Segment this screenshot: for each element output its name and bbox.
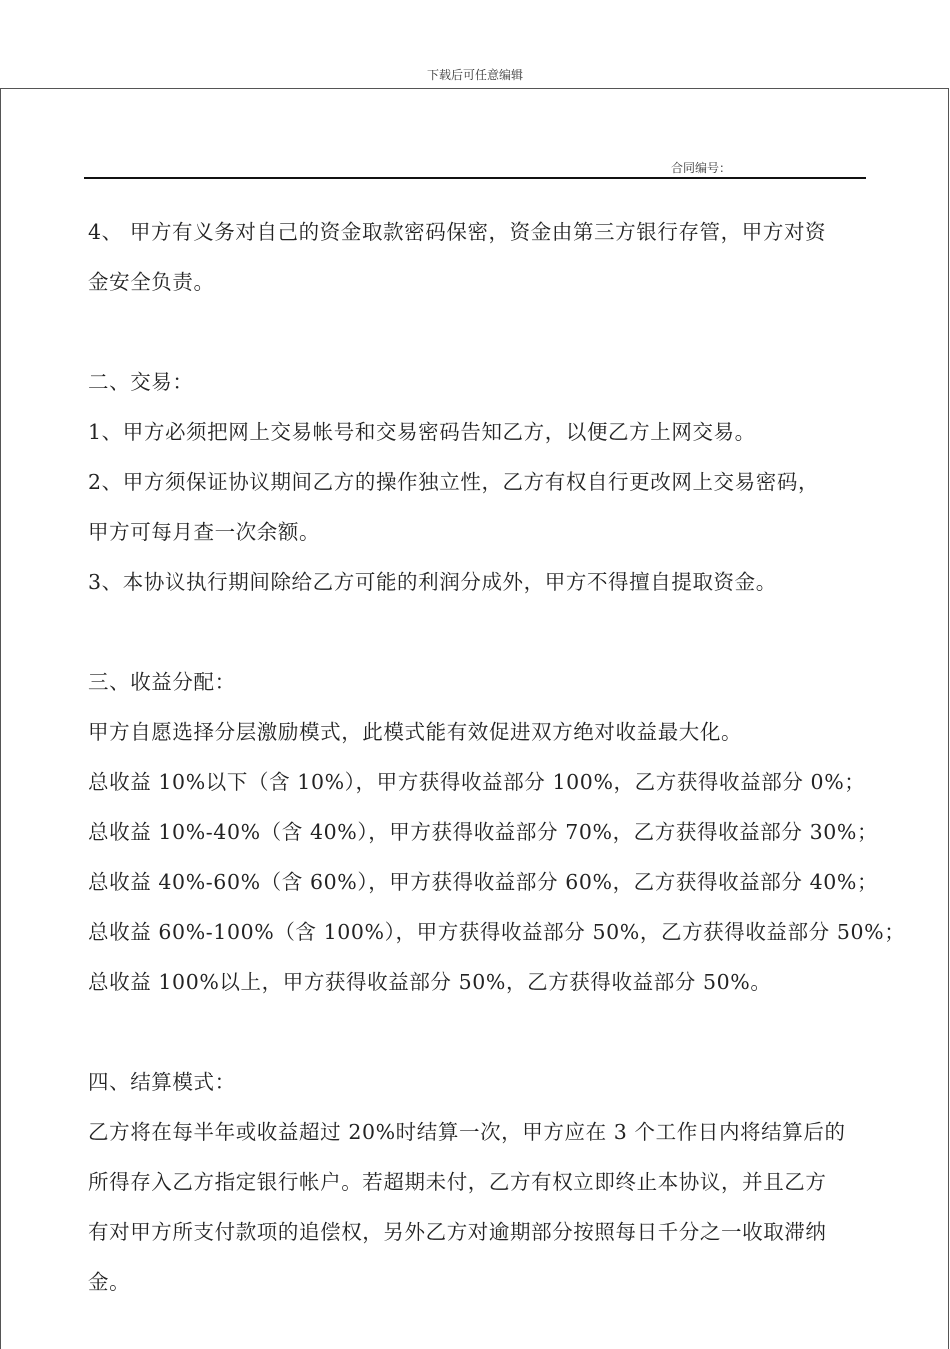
profit-tier-line: 总收益 100%以上，甲方获得收益部分 50%，乙方获得收益部分 50%。 — [88, 970, 772, 994]
header-rule — [84, 177, 866, 179]
profit-tier-line: 总收益 10%-40%（含 40%），甲方获得收益部分 70%，乙方获得收益部分 30%； — [88, 820, 879, 844]
download-note: 下载后可任意编辑 — [426, 68, 523, 82]
contract-body — [88, 207, 906, 1307]
clause-line: 金安全负责。 — [88, 270, 215, 294]
profit-tier-line: 总收益 60%-100%（含 100%），甲方获得收益部分 50%，乙方获得收益部分 50%； — [88, 920, 906, 944]
section-heading-settlement: 四、结算模式： — [88, 1070, 236, 1094]
profit-tier-line: 总收益 10%以下（含 10%），甲方获得收益部分 100%，乙方获得收益部分 0%； — [88, 770, 866, 794]
clause-line: 甲方可每月查一次余额。 — [88, 520, 321, 544]
section-gap — [88, 607, 868, 657]
profit-tier-line: 总收益 40%-60%（含 60%），甲方获得收益部分 60%，乙方获得收益部分 40%； — [88, 870, 879, 894]
section-heading-trade: 二、交易： — [88, 370, 194, 394]
contract-number-label: 合同编号： — [671, 161, 732, 175]
clause-line: 乙方将在每半年或收益超过 20%时结算一次，甲方应在 3 个工作日内将结算后的 — [88, 1120, 846, 1144]
section-heading-profit: 三、收益分配： — [88, 670, 236, 694]
clause-line: 4、 甲方有义务对自己的资金取款密码保密，资金由第三方银行存管，甲方对资 — [88, 220, 827, 244]
clause-line: 1、甲方必须把网上交易帐号和交易密码告知乙方，以便乙方上网交易。 — [88, 420, 756, 444]
clause-line: 金。 — [88, 1270, 131, 1294]
clause-line: 3、本协议执行期间除给乙方可能的利润分成外，甲方不得擅自提取资金。 — [88, 570, 777, 594]
clause-line: 甲方自愿选择分层激励模式，此模式能有效促进双方绝对收益最大化。 — [88, 720, 743, 744]
section-gap — [88, 307, 868, 357]
section-gap — [88, 1007, 868, 1057]
clause-line: 所得存入乙方指定银行帐户。若超期未付，乙方有权立即终止本协议，并且乙方 — [88, 1170, 827, 1194]
clause-line: 2、甲方须保证协议期间乙方的操作独立性，乙方有权自行更改网上交易密码， — [88, 470, 820, 494]
clause-line: 有对甲方所支付款项的追偿权，另外乙方对逾期部分按照每日千分之一收取滞纳 — [88, 1220, 827, 1244]
